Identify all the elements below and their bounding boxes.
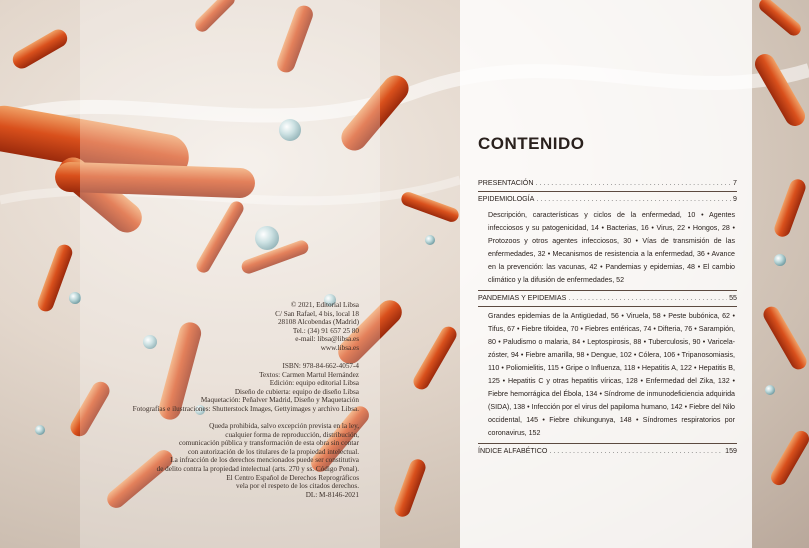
legal-deposit: DL: M-8146-2021 (305, 490, 359, 499)
colophon-line: cualquier forma de reproducción, distribución, (225, 430, 359, 439)
leader-dots (536, 193, 731, 206)
colophon-line: Textos: Carmen Martul Hernández (259, 370, 359, 379)
toc-entry-page: 55 (729, 293, 737, 302)
divider (478, 191, 737, 192)
divider (478, 443, 737, 444)
toc-entry-label: PRESENTACIÓN (478, 179, 534, 187)
colophon-line: La infracción de los derechos mencionados puede ser constitutiva (170, 456, 359, 465)
colophon-line: e-mail: libsa@libsa.es (295, 335, 359, 344)
toc-subentries: Descripción, características y ciclos de la enfermedad, 10 • Agentes infecciosos y su patogenicidad, 14 • Bacterias, 16 • Virus, 22 • Hongos, 28 • Protozoos y otros agentes infecciosos, 30 • Vías de transmisión de las enfermedades, 32 • Mecanismos de resistencia a la enfermedad, 36 • Avance en la prevención: las vacunas, 42 • Pandemias y epidemias, 48 • El cambio climático y la difusión de enfermedades, 52 (488, 211, 735, 285)
colophon-line: Queda prohibida, salvo excepción prevista en la ley, (209, 422, 359, 430)
colophon-legal-block (157, 422, 359, 499)
colophon-line: Tel.: (34) 91 657 25 80 (292, 326, 359, 335)
toc-entry-epidemiologia[interactable] (478, 193, 737, 206)
toc-title: CONTENIDO (478, 134, 585, 153)
toc-entry-pandemias[interactable] (478, 292, 737, 305)
toc-entry-label: PANDEMIAS Y EPIDEMIAS (478, 293, 567, 302)
toc-entry-page: 7 (733, 179, 737, 187)
leader-dots (549, 445, 723, 458)
colophon-line: Diseño de cubierta: equipo de diseño Libsa (234, 387, 359, 396)
isbn: ISBN: 978-84-662-4057-4 (282, 362, 359, 370)
colophon-line: C/ San Rafael, 4 bis, local 18 (275, 309, 359, 318)
leader-dots (535, 177, 731, 190)
toc-entry-label: EPIDEMIOLOGÍA (478, 195, 535, 203)
colophon-line: El Centro Español de Derechos Reprográficos (226, 473, 359, 482)
toc-entry-label: ÍNDICE ALFABÉTICO (478, 446, 548, 455)
colophon-line: www.libsa.es (320, 343, 359, 352)
toc-entry-page: 9 (733, 195, 737, 203)
toc-subentries: Grandes epidemias de la Antigüedad, 56 • Viruela, 58 • Peste bubónica, 62 • Tifus, 67 • Fiebre tifoidea, 70 • Fiebres entéricas, 74 • Difteria, 76 • Sarampión, 80 • Paludismo o malaria, 84 • Leptospirosis, 88 • Tuberculosis, 90 • Varicela-zóster, 94 • Fiebre amarilla, 98 • Dengue, 102 • Cólera, 106 • Tripanosomiasis, 110 • Poliomielitis, 115 • Gripe o Influenza, 118 • Hepatitis A, 122 • Hepatitis B, 125 • Hepatitis C y otras hepatitis víricas, 128 • Enfermedad del Zika, 132 • Fiebre hemorrágica del Ébola, 134 • Síndrome de inmunodeficiencia adquirida (SIDA), 138 • Infección por el virus del papiloma humano, 142 • Fiebre del Nilo occidental, 145 • Fiebre chikungunya, 148 • Síndromes respiratorios por coronavirus, 152 (488, 311, 735, 438)
colophon-line: de delito contra la propiedad intelectual (arts. 270 y ss. Código Penal). (156, 464, 359, 473)
divider (478, 290, 737, 291)
toc-entry-presentacion[interactable] (478, 177, 737, 190)
leader-dots (568, 292, 727, 305)
colophon-line: 28108 Alcobendas (Madrid) (277, 318, 359, 327)
toc-entry-indice[interactable] (478, 445, 737, 458)
colophon-line: con autorización de los titulares de la propiedad intelectual. (187, 447, 359, 456)
divider (478, 306, 737, 307)
toc-entry-page: 159 (725, 446, 737, 455)
colophon-line: © 2021, Editorial Libsa (290, 301, 359, 309)
colophon-line: comunicación pública y transformación de esta obra sin contar (178, 439, 359, 448)
colophon-publisher-block (275, 301, 359, 353)
table-of-contents (478, 177, 737, 458)
colophon-line: Edición: equipo editorial Libsa (269, 379, 359, 388)
colophon-credits-block (133, 362, 359, 414)
colophon-line: Maquetación: Peñalver Madrid, Diseño y Maquetación (200, 396, 359, 405)
colophon-line: vela por el respeto de los citados derechos. (236, 482, 359, 491)
colophon-line: Fotografías e ilustraciones: Shutterstock Images, Gettyimages y archivo Libsa. (132, 404, 359, 413)
